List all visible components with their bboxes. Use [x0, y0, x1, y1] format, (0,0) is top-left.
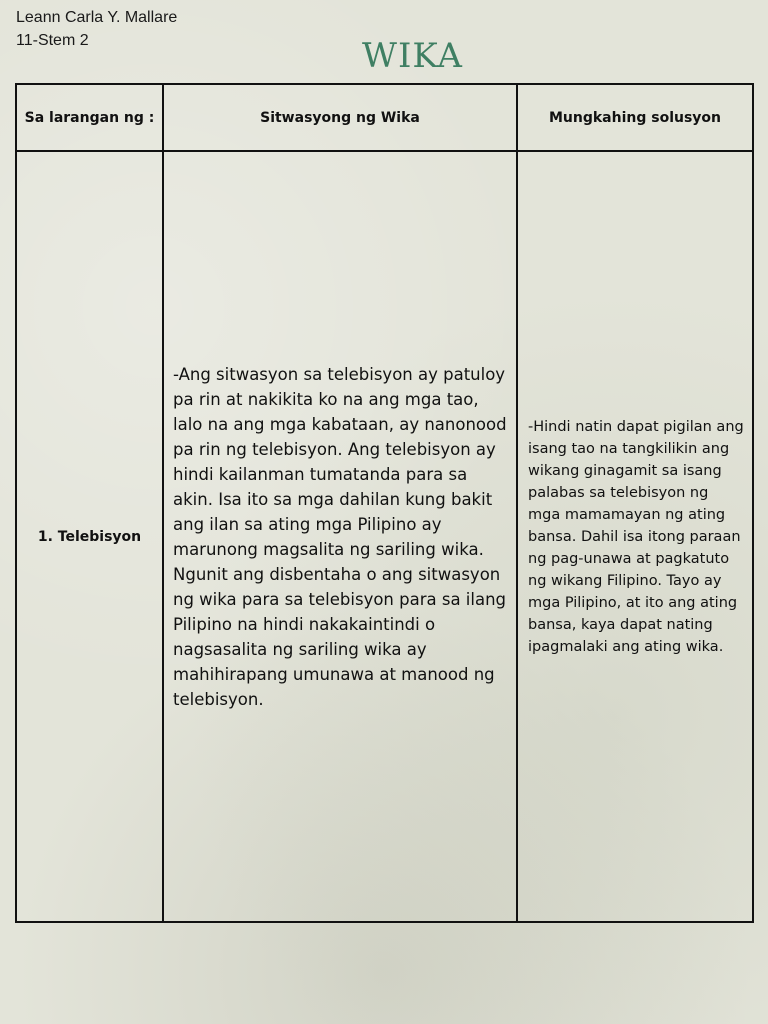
wika-logo: WIKA — [362, 36, 463, 76]
language-situation-table — [15, 83, 754, 923]
solution-cell — [517, 151, 753, 922]
situation-text: -Ang sitwasyon sa telebisyon ay patuloy pa rin at nakikita ko na ang mga tao, lalo na ang mga kabataan, ay nanonood pa rin ng telebisyon. Ang telebisyon ay hindi kailanman tumatanda para sa akin. Isa ito sa mga dahilan kung bakit ang ilan sa ating mga Pilipino ay marunong magsalita ng sariling wika. Ngunit ang disbentaha o ang sitwasyon ng wika para sa telebisyon para sa ilang Pilipino na hindi nakakaintindi o nagsasalita ng sariling wika ay mahihirapang umunawa at manood ng telebisyon. — [173, 364, 507, 709]
field-cell: 1. Telebisyon — [16, 151, 163, 922]
table-row — [16, 151, 753, 922]
solution-text: -Hindi natin dapat pigilan ang isang tao na tangkilikin ang wikang ginagamit sa isang palabas sa telebisyon ng mga mamamayan ng ating bansa. Dahil isa itong paraan ng pag-unawa at pagkatuto ng wikang Filipino. Tayo ay mga Pilipino, at ito ang ating bansa, kaya dapat nating ipagmalaki ang ating wika. — [528, 418, 744, 655]
table-header-row — [16, 84, 753, 151]
situation-cell — [163, 151, 517, 922]
header-solution: Mungkahing solusyon — [517, 84, 753, 151]
author-block — [16, 6, 177, 52]
author-name: Leann Carla Y. Mallare — [16, 9, 178, 26]
header-field: Sa larangan ng : — [16, 84, 163, 151]
author-section: 11-Stem 2 — [16, 32, 89, 49]
header-situation: Sitwasyong ng Wika — [163, 84, 517, 151]
